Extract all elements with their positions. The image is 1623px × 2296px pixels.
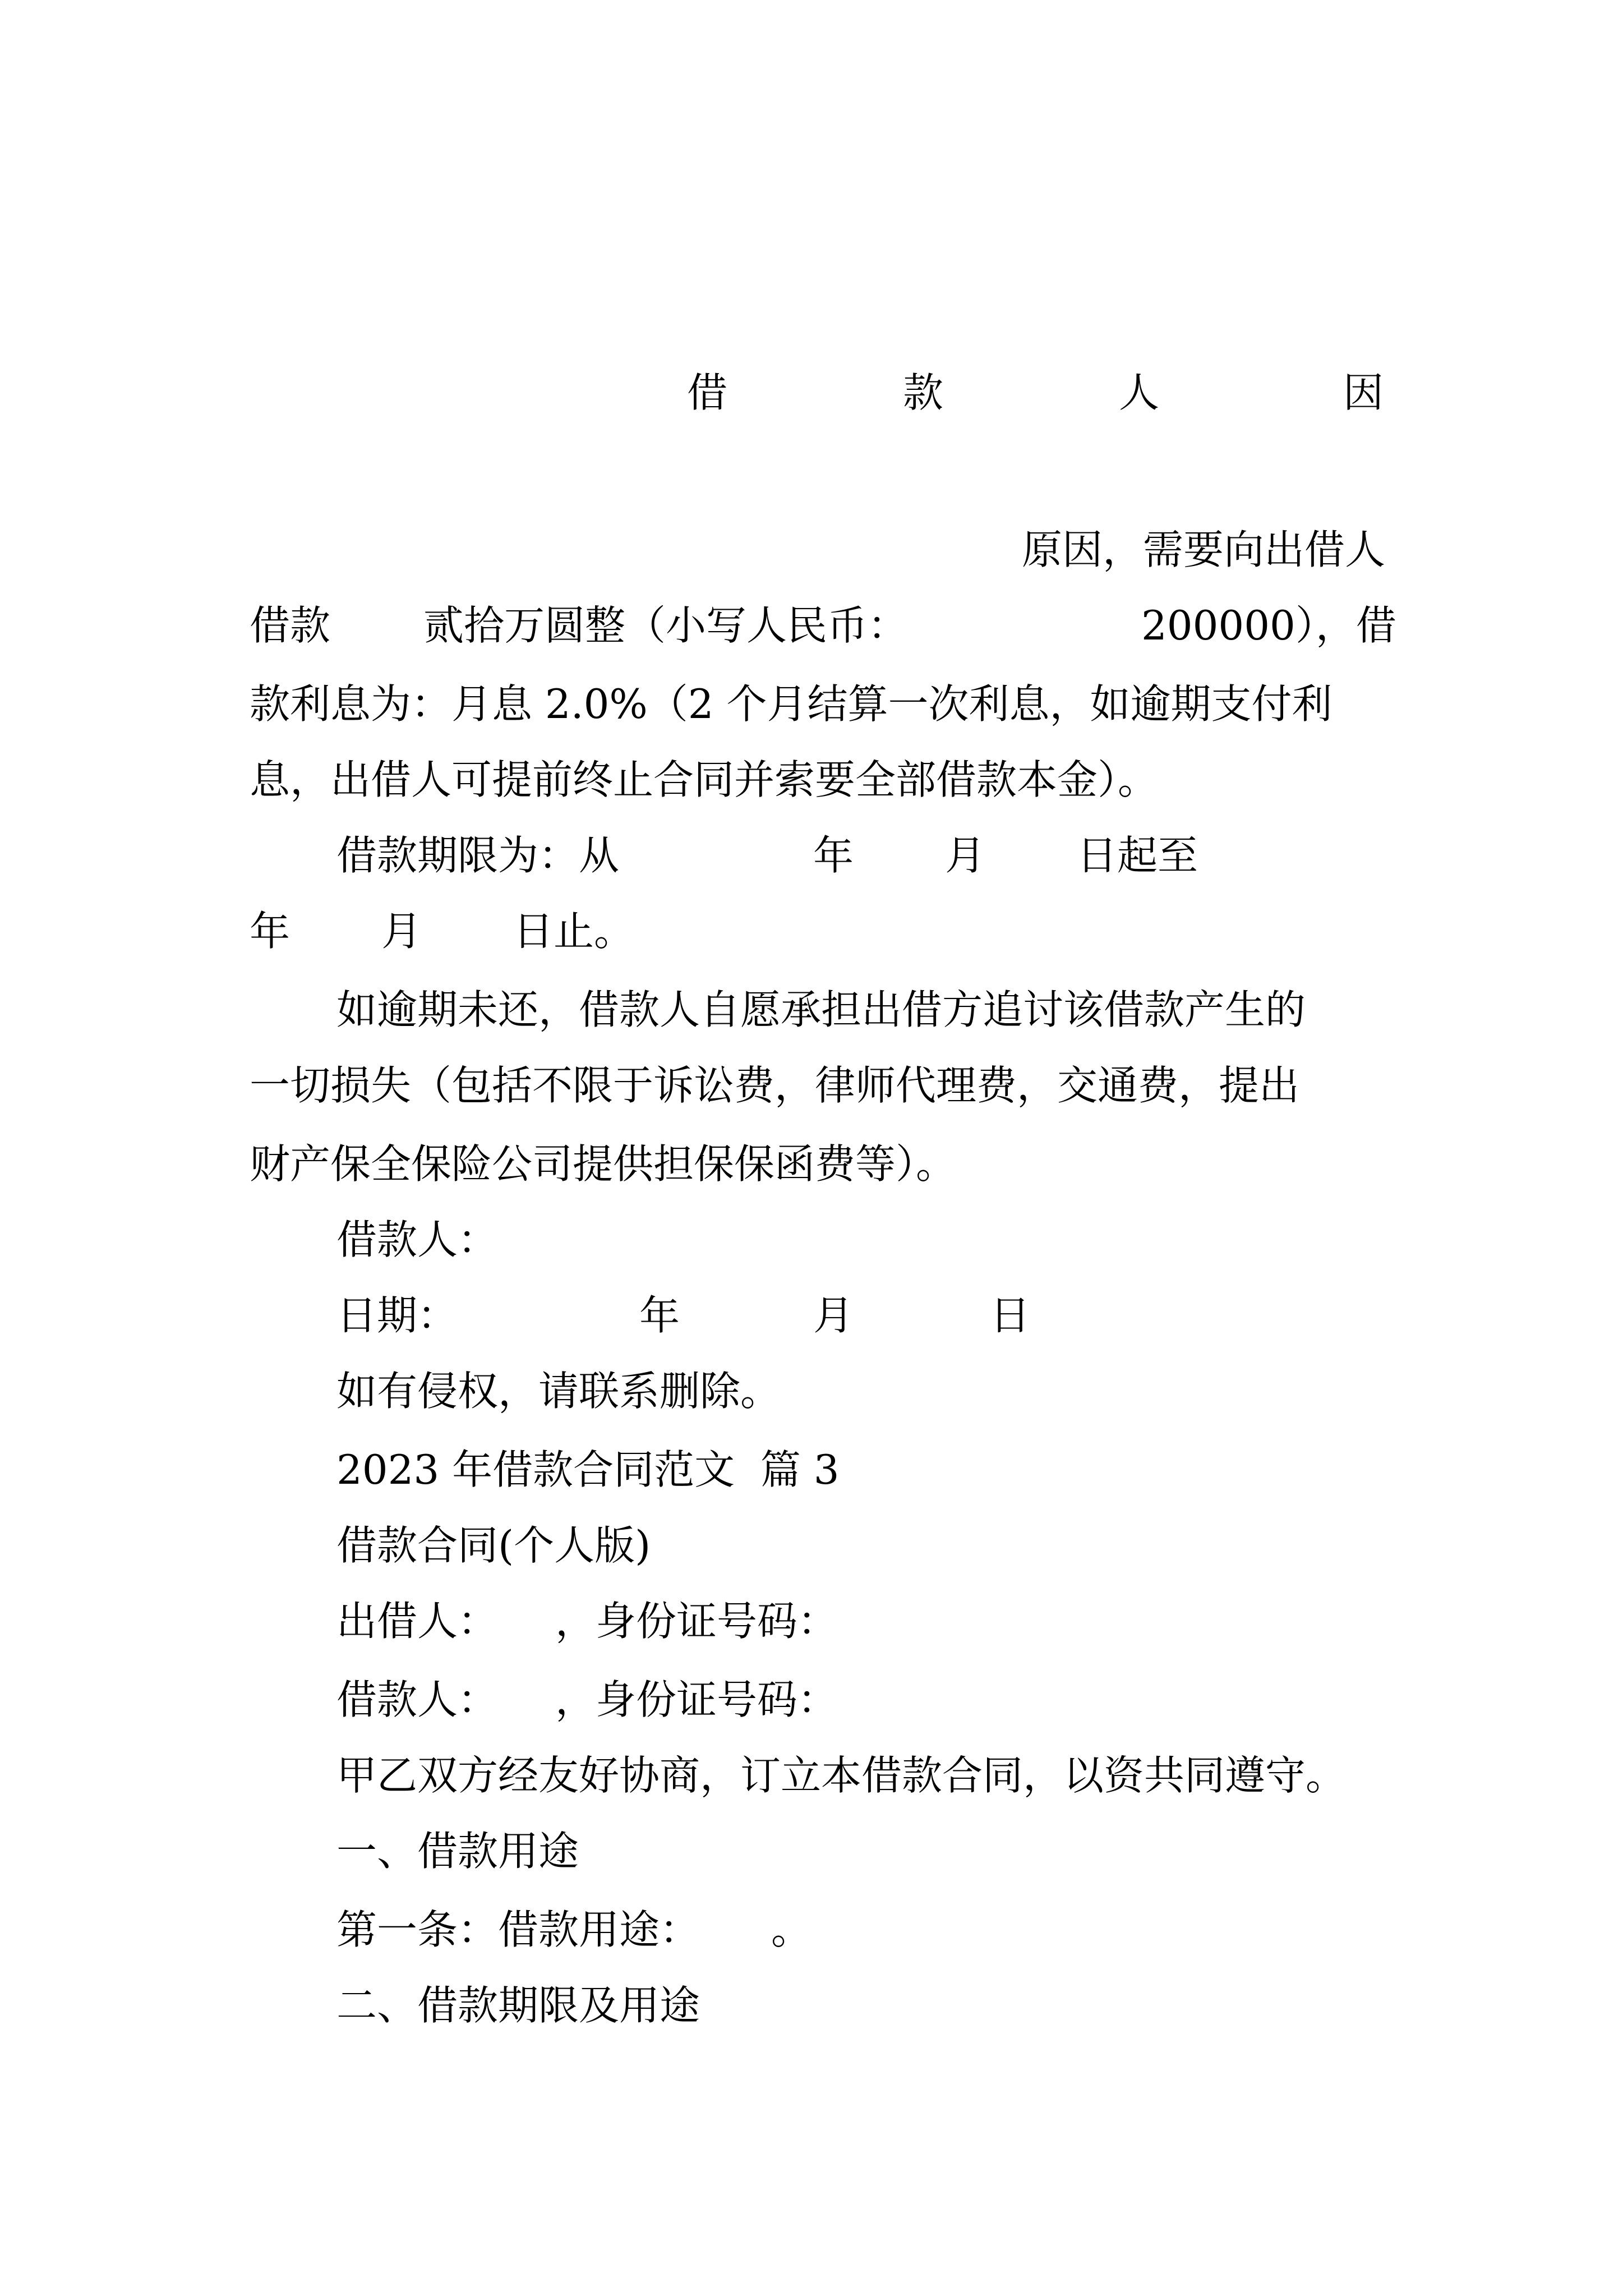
heading-char: 借 [687,369,728,416]
overdue-line-2: 一切损失（包括不限于诉讼费，律师代理费，交通费，提出 [250,1062,1300,1109]
term-line-2 [0,906,1623,956]
date-month: 月 [813,1292,854,1339]
amount-number: 200000），借 [1141,602,1396,649]
date-day: 日 [990,1292,1031,1339]
term-month: 月 [945,832,986,879]
term-day-from: 日起至 [1077,832,1198,879]
article-1-label: 第一条：借款用途： [336,1906,700,1953]
signature-borrower: 借款人： [336,1216,499,1263]
borrower-line [0,1674,1623,1725]
term-end-year: 年 [250,908,291,955]
notice-line: 如有侵权，请联系删除。 [336,1368,781,1415]
section-2-heading: 二、借款期限及用途 [336,1982,700,2029]
amount-prefix: 借款 [250,602,331,649]
section-1-heading: 一、借款用途 [336,1828,579,1875]
agreement-line: 甲乙双方经友好协商，订立本借款合同，以资共同遵守。 [336,1752,1347,1799]
borrower-id-label: ，身份证号码： [555,1676,838,1723]
lender-line [0,1596,1623,1646]
amount-words: 贰拾万圆整（小写人民币： [423,602,909,649]
heading-char: 因 [1343,369,1384,416]
overdue-line-3: 财产保全保险公司提供担保保函费等）。 [250,1140,957,1188]
lender-id-label: ，身份证号码： [555,1598,838,1645]
interest-line-1: 款利息为：月息 2.0%（2 个月结算一次利息，如逾期支付利 [250,680,1332,728]
heading-spaced-line [0,367,1623,418]
term-end-month: 月 [381,908,422,955]
borrower-label: 借款人： [336,1676,499,1723]
section-title: 2023 年借款合同范文 篇 3 [336,1446,840,1493]
term-end-day: 日止。 [513,908,635,955]
reason-line: 原因，需要向出借人 [1021,526,1385,573]
term-line-1 [0,830,1623,881]
date-label: 日期： [336,1292,458,1339]
article-1-line [0,1904,1623,1955]
amount-line [0,600,1623,651]
term-year: 年 [813,832,854,879]
heading-char: 款 [903,369,944,416]
date-line [0,1290,1623,1341]
contract-title: 借款合同(个人版) [336,1522,651,1569]
interest-line-2: 息，出借人可提前终止合同并索要全部借款本金）。 [250,756,1159,803]
article-1-end: 。 [771,1906,812,1953]
heading-char: 人 [1119,369,1160,416]
term-label: 借款期限为：从 [336,832,620,879]
overdue-line-1: 如逾期未还，借款人自愿承担出借方追讨该借款产生的 [336,986,1306,1033]
date-year: 年 [639,1292,680,1339]
lender-label: 出借人： [336,1598,499,1645]
